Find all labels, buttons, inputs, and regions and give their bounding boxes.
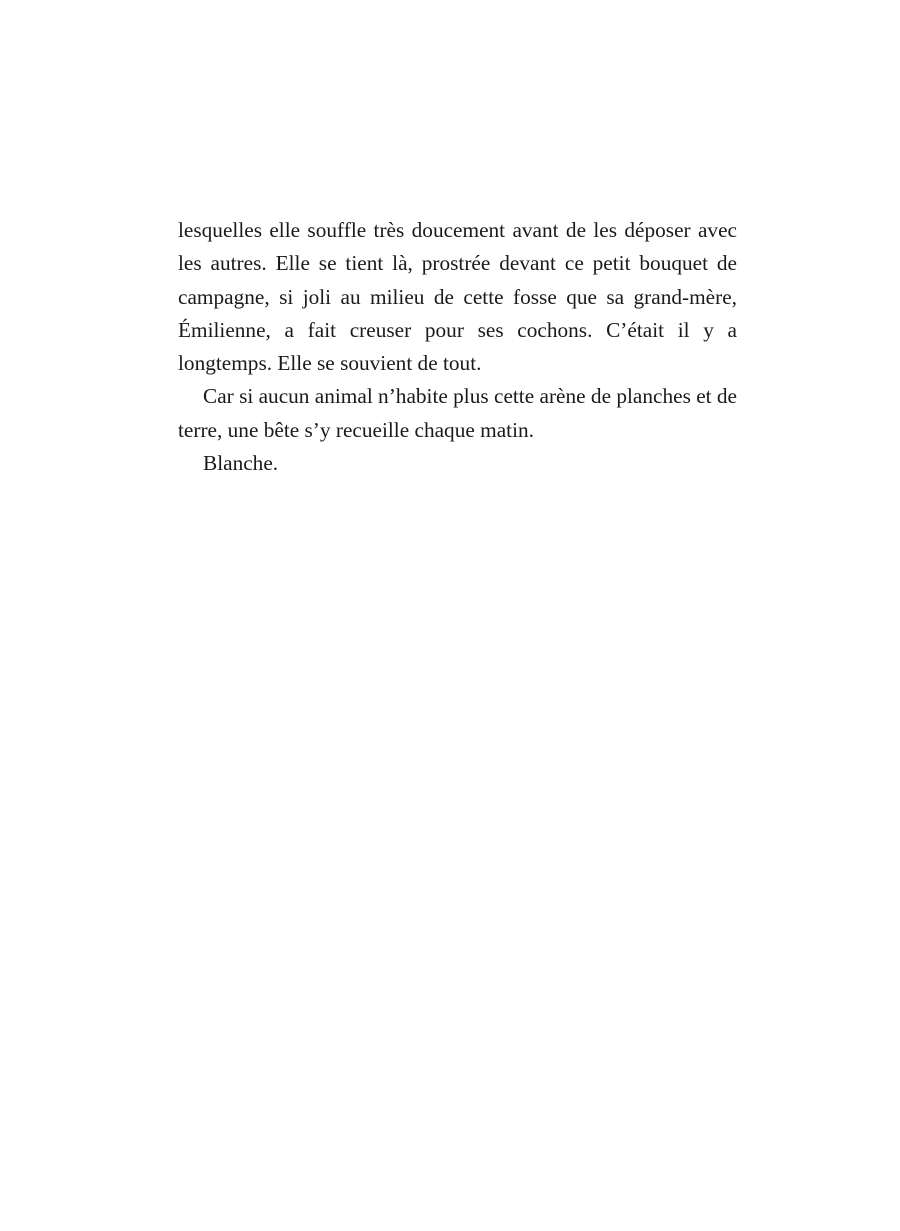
- paragraph-continuation: lesquelles elle souffle très doucement avant de les déposer avec les autres. Elle se tient là, prostrée devant ce petit bouquet de campagne, si joli au milieu de cette fosse que sa grand-mère, Émilienne, a fait creuser pour ses cochons. C’était il y a longtemps. Elle se souvient de tout.: [178, 218, 737, 376]
- paragraph-three: Blanche.: [203, 451, 279, 476]
- paragraph-two: Car si aucun animal n’habite plus cette arène de planches et de terre, une bête s’y recueille chaque matin.: [178, 384, 737, 442]
- page-text-block: [178, 214, 737, 480]
